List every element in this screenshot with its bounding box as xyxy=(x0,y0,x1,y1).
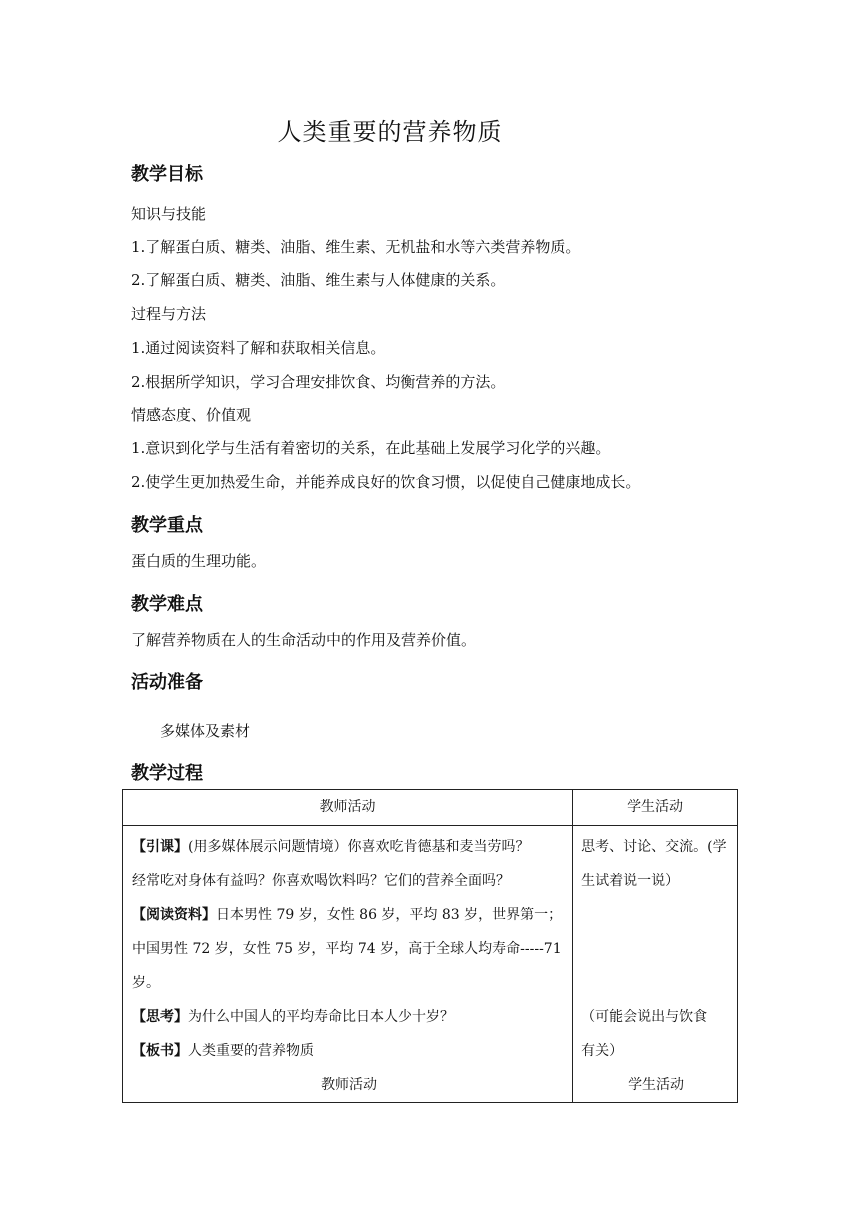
think-tag: 【思考】 xyxy=(132,1009,188,1025)
intro-line-2: 经常吃对身体有益吗？你喜欢喝饮料吗？它们的营养全面吗？ xyxy=(132,873,510,889)
student-response-2-line-1: （可能会说出与饮食 xyxy=(581,1009,708,1025)
objective-k2: 2.了解蛋白质、糖类、油脂、维生素与人体健康的关系。 xyxy=(131,271,506,289)
footer-student: 学生活动 xyxy=(628,1077,685,1093)
teacher-activity-cell xyxy=(123,826,573,1103)
label-knowledge: 知识与技能 xyxy=(131,205,207,223)
table-row xyxy=(123,826,738,1103)
intro-tag: 【引课】 xyxy=(132,839,188,855)
student-response-2-line-2: 有关） xyxy=(581,1043,624,1059)
heading-objectives: 教学目标 xyxy=(131,164,203,185)
difficulty-text: 了解营养物质在人的生命活动中的作用及营养价值。 xyxy=(131,631,477,649)
reading-tag: 【阅读资料】 xyxy=(132,907,216,923)
key-point-text: 蛋白质的生理功能。 xyxy=(131,552,267,570)
objective-e1: 1.意识到化学与生活有着密切的关系，在此基础上发展学习化学的兴趣。 xyxy=(131,439,611,457)
objective-e2: 2.使学生更加热爱生命，并能养成良好的饮食习惯，以促使自己健康地成长。 xyxy=(131,473,641,491)
heading-difficulty: 教学难点 xyxy=(131,594,203,615)
intro-line xyxy=(132,830,566,864)
student-activity-cell xyxy=(573,826,738,1103)
think-line xyxy=(132,1000,566,1034)
reading-line-3: 岁。 xyxy=(132,975,160,991)
heading-key-point: 教学重点 xyxy=(131,515,203,536)
heading-process: 教学过程 xyxy=(131,763,203,784)
objective-p1: 1.通过阅读资料了解和获取相关信息。 xyxy=(131,339,386,357)
header-teacher: 教师活动 xyxy=(123,790,573,826)
think-text: 为什么中国人的平均寿命比日本人少十岁？ xyxy=(188,1009,454,1025)
preparation-text: 多媒体及素材 xyxy=(160,722,251,740)
reading-line xyxy=(132,898,566,932)
board-line xyxy=(132,1034,566,1068)
objective-p2: 2.根据所学知识，学习合理安排饮食、均衡营养的方法。 xyxy=(131,373,506,391)
reading-line-2: 中国男性 72 岁，女性 75 岁，平均 74 岁，高于全球人均寿命-----71 xyxy=(132,941,562,957)
footer-teacher: 教师活动 xyxy=(321,1077,378,1093)
header-student: 学生活动 xyxy=(573,790,738,826)
label-process: 过程与方法 xyxy=(131,305,207,323)
board-tag: 【板书】 xyxy=(132,1043,188,1059)
heading-preparation: 活动准备 xyxy=(131,672,203,693)
table-header-row xyxy=(123,790,738,826)
process-table xyxy=(122,789,738,1103)
label-emotion: 情感态度、价值观 xyxy=(131,406,252,424)
objective-k1: 1.了解蛋白质、糖类、油脂、维生素、无机盐和水等六类营养物质。 xyxy=(131,238,581,256)
student-response-1-line-1: 思考、讨论、交流。(学 xyxy=(581,839,727,855)
board-text: 人类重要的营养物质 xyxy=(188,1043,314,1059)
student-response-1-line-2: 生试着说一说） xyxy=(581,873,680,889)
reading-text: 日本男性 79 岁，女性 86 岁，平均 83 岁，世界第一； xyxy=(216,907,563,923)
intro-text: (用多媒体展示问题情境）你喜欢吃肯德基和麦当劳吗？ xyxy=(188,839,530,855)
page-title: 人类重要的营养物质 xyxy=(277,118,503,146)
